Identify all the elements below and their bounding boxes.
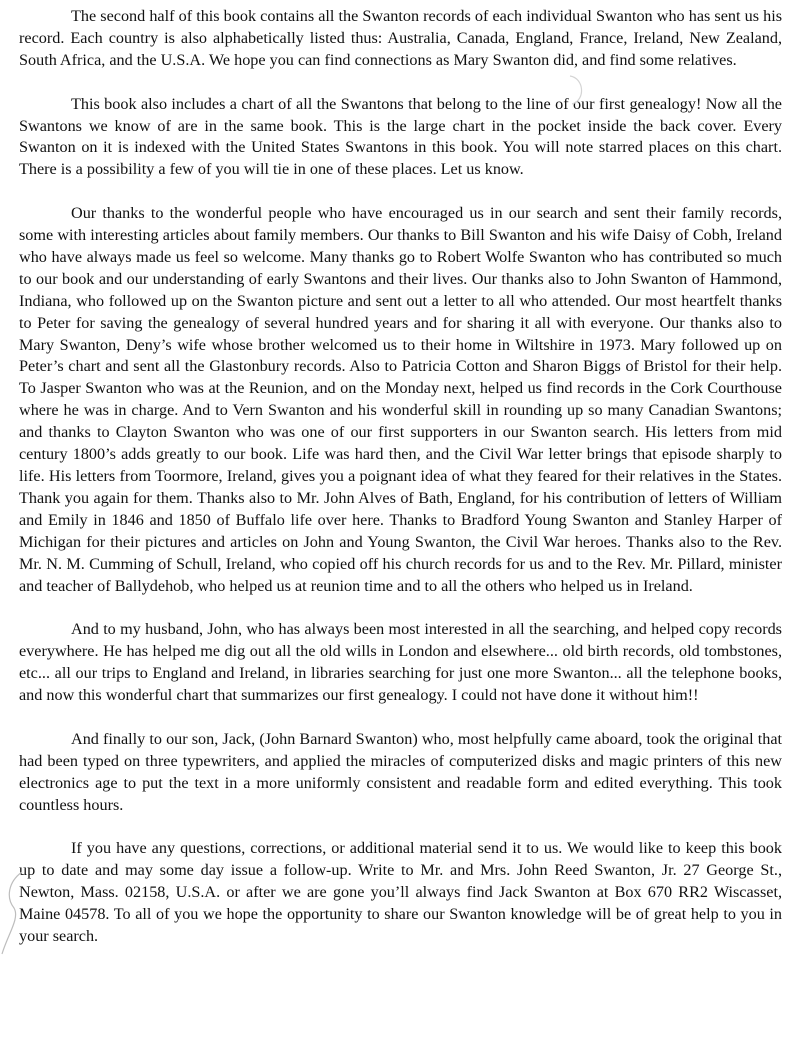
paragraph-son: And finally to our son, Jack, (John Barnard Swanton) who, most helpfully came aboard, took the original that had been typed on three typewriters, and applied the miracles of computerized disks and magic printers of this new electronics age to put the text in a more uniformly consistent and readable form and edited everything. This took countless hours. bbox=[19, 729, 782, 814]
paragraph-swanton-records: The second half of this book contains all the Swanton records of each individual Swanton who has sent us his record. Each country is also alphabetically listed thus: Australia, Canada, England, France, Ireland, New Zealand, South Africa, and the U.S.A. We hope you can find connections as Mary Swanton did, and find some relatives. bbox=[19, 7, 782, 69]
paragraph-chart: This book also includes a chart of all the Swantons that belong to the line of our first genealogy! Now all the Swantons we know of are in the same book. This is the large chart in the pocket inside the back cover. Every Swanton on it is indexed with the United States Swantons in this book. You will note starred places on this chart. There is a possibility a few of you will tie in one of these places. Let us know. bbox=[19, 94, 782, 179]
paragraph-husband: And to my husband, John, who has always been most interested in all the searching, and helped copy records everywhere. He has helped me dig out all the old wills in London and elsewhere... old birth records, old tombstones, etc... all our trips to England and Ireland, in libraries searching for just one more Swanton... all the telephone books, and now this wonderful chart that summarizes our first genealogy. I could not have done it without him!! bbox=[19, 620, 782, 705]
paragraph-thanks: Our thanks to the wonderful people who have encouraged us in our search and sent their family records, some with interesting articles about family members. Our thanks to Bill Swanton and his wife Daisy of Cobh, Ireland who have always made us feel so welcome. Many thanks go to Robert Wolfe Swanton who has contributed so much to our book and our understanding of early Swantons and their lives. Our thanks also to John Swanton of Hammond, Indiana, who followed up on the Swanton picture and sent out a letter to all who attended. Our most heartfelt thanks to Peter for saving the genealogy of several hundred years and for sharing it all with everyone. Our thanks also to Mary Swanton, Deny’s wife whose brother welcomed us to their home in Wiltshire in 1973. Mary followed up on Peter’s chart and sent all the Glastonbury records. Also to Patricia Cotton and Sharon Biggs of Bristol for their help. To Jasper Swanton who was at the Reunion, and on the Monday next, helped us find records in the Cork Courthouse where he was in charge. And to Vern Swanton and his wonderful skill in rounding up so many Canadian Swantons; and thanks to Clayton Swanton who was one of our first supporters in our Swanton search. His letters from mid century 1800’s adds greatly to our book. Life was hard then, and the Civil War letter brings that episode sharply to life. His letters from Toormore, Ireland, gives you a poignant idea of what they feared for their relatives in the States. Thank you again for them. Thanks also to Mr. John Alves of Bath, England, for his contribution of letters of William and Emily in 1846 and 1850 of Buffalo life over here. Thanks to Bradford Young Swanton and Stanley Harper of Michigan for their pictures and articles on John and Young Swanton, the Civil War heroes. Thanks also to the Rev. Mr. N. M. Cumming of Schull, Ireland, who copied off his church records for us and to the Rev. Mr. Pillard, minister and teacher of Ballydehob, who helped us at reunion time and to all the others who helped us in Ireland. bbox=[19, 204, 782, 595]
paragraph-contact: If you have any questions, corrections, or additional material send it to us. We would like to keep this book up to date and may some day issue a follow-up. Write to Mr. and Mrs. John Reed Swanton, Jr. 27 George St., Newton, Mass. 02158, U.S.A. or after we are gone you’ll always find Jack Swanton at Box 670 RR2 Wiscasset, Maine 04578. To all of you we hope the opportunity to share our Swanton knowledge will be of great help to you in your search. bbox=[19, 839, 782, 945]
